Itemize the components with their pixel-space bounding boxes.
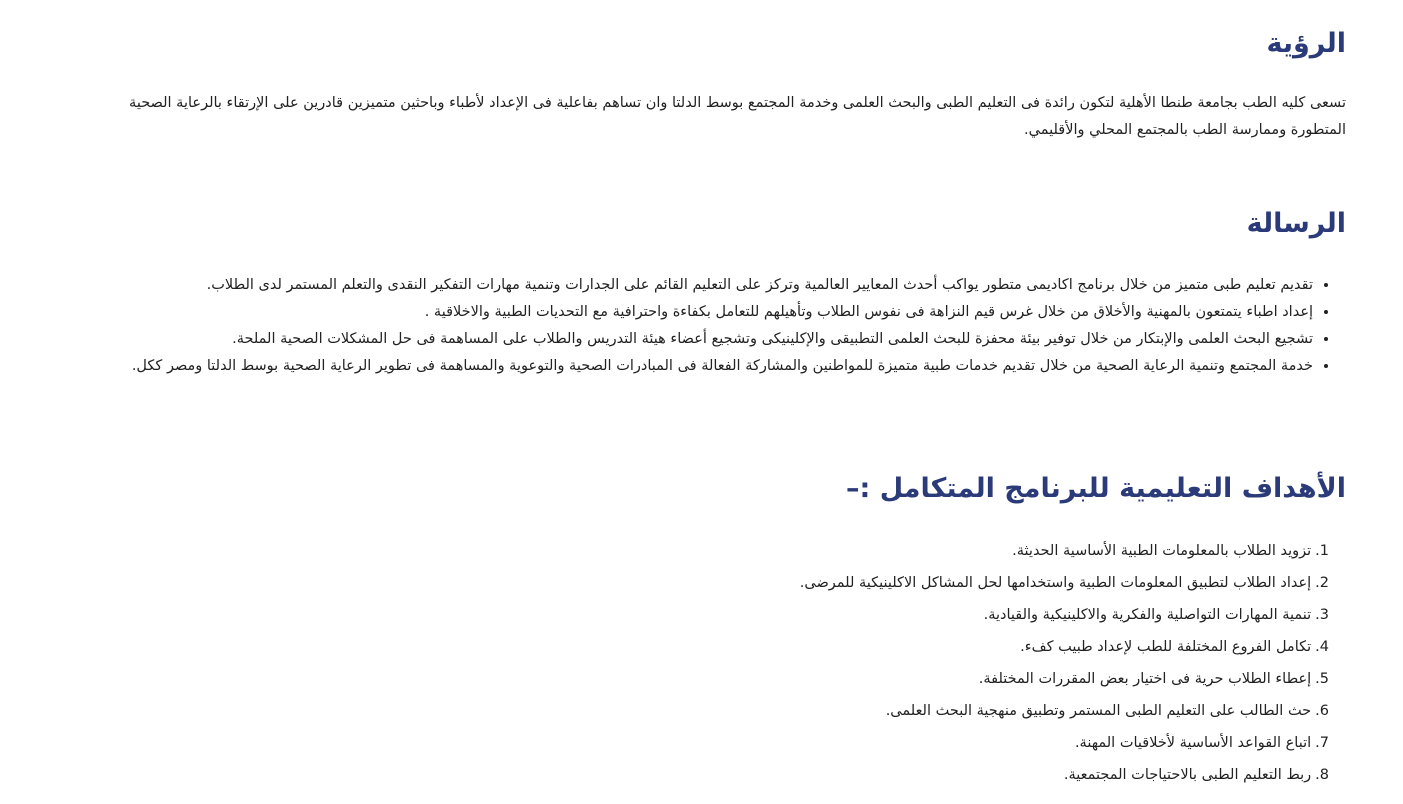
goal-item xyxy=(84,631,1329,663)
goal-number: 6. xyxy=(1315,703,1329,719)
goal-number: 8. xyxy=(1315,767,1329,783)
goal-text: اتباع القواعد الأساسية لأخلاقيات المهنة. xyxy=(1074,735,1312,751)
goal-number: 5. xyxy=(1315,671,1329,687)
mission-item: • إعداد اطباء يتمتعون بالمهنية والأخلاق من خلال غرس قيم النزاهة فى نفوس الطلاب وتأهيلهم للتعامل بكفاءة واحترافية مع التحديات الطبية والاخلاقية . xyxy=(84,299,1313,326)
mission-item: • خدمة المجتمع وتنمية الرعاية الصحية من خلال تقديم خدمات طبية متميزة للمواطنين والمشاركة الفعالة فى المبادرات الصحية والتوعوية والمساهمة فى تطوير الرعاية الصحية بوسط الدلتا ومصر ككل. xyxy=(84,353,1313,380)
goal-item xyxy=(84,599,1329,631)
goal-item xyxy=(84,535,1329,567)
goal-item xyxy=(84,759,1329,791)
vision-heading: الرؤية xyxy=(1266,28,1346,59)
goal-number: 2. xyxy=(1315,575,1329,591)
goal-item xyxy=(84,727,1329,759)
goal-text: إعداد الطلاب لتطبيق المعلومات الطبية واستخدامها لحل المشاكل الاكلينيكية للمرضى. xyxy=(799,575,1312,591)
goal-number: 3. xyxy=(1315,607,1329,623)
vision-paragraph: تسعى كليه الطب بجامعة طنطا الأهلية لتكون رائدة فى التعليم الطبى والبحث العلمى وخدمة المجتمع بوسط الدلتا وان تساهم بفاعلية فى الإعداد لأطباء وباحثين متميزين قادرين على الإرتقاء بالرعاية الصحية المتطورة وممارسة الطب بالمجتمع المحلي والأقليمي. xyxy=(129,95,1346,138)
goal-number: 1. xyxy=(1315,543,1329,559)
goals-heading: الأهداف التعليمية للبرنامج المتكامل :– xyxy=(846,473,1346,504)
goals-list xyxy=(84,535,1346,791)
goal-text: حث الطالب على التعليم الطبى المستمر وتطبيق منهجية البحث العلمى. xyxy=(885,703,1312,719)
goal-number: 7. xyxy=(1315,735,1329,751)
mission-heading: الرسالة xyxy=(1246,208,1346,239)
goal-text: تكامل الفروع المختلفة للطب لإعداد طبيب كفء. xyxy=(1020,639,1312,655)
mission-list xyxy=(84,272,1346,380)
goal-number: 4. xyxy=(1315,639,1329,655)
goal-text: ربط التعليم الطبى بالاحتياجات المجتمعية. xyxy=(1063,767,1312,783)
goal-item xyxy=(84,663,1329,695)
goal-text: تزويد الطلاب بالمعلومات الطبية الأساسية الحديثة. xyxy=(1012,543,1312,559)
goal-item xyxy=(84,567,1329,599)
mission-item: • تقديم تعليم طبى متميز من خلال برنامج اكاديمى متطور يواكب أحدث المعايير العالمية وتركز على التعليم القائم على الجدارات وتنمية مهارات التفكير النقدى والتعلم المستمر لدى الطلاب. xyxy=(84,272,1313,299)
mission-item: • تشجيع البحث العلمى والإبتكار من خلال توفير بيئة محفزة للبحث العلمى التطبيقى والإكلينيكى وتشجيع أعضاء هيئة التدريس والطلاب على المساهمة فى حل المشكلات الصحية الملحة. xyxy=(84,326,1313,353)
goal-item xyxy=(84,695,1329,727)
goal-text: تنمية المهارات التواصلية والفكرية والاكلينيكية والقيادية. xyxy=(983,607,1312,623)
goal-text: إعطاء الطلاب حرية فى اختيار بعض المقررات المختلفة. xyxy=(978,671,1312,687)
